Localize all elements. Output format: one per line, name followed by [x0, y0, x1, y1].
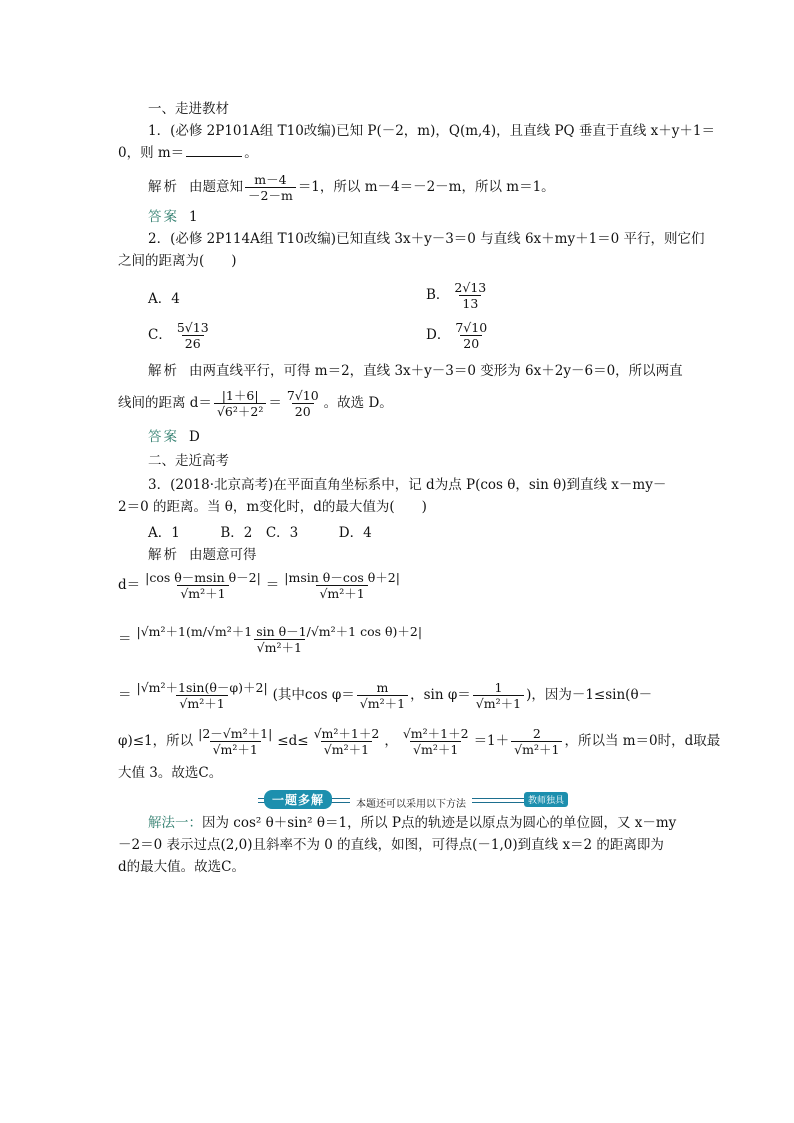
- fraction: $\frac{m-4}{-2-m}$: [245, 172, 296, 203]
- section-heading-textbook: 一、走进教材: [148, 101, 229, 117]
- q1-solution: 解析 由题意知 $\frac{m-4}{-2-m}$ ＝1，所以 m－4＝－2－m，所以 m＝1。: [148, 172, 555, 203]
- q3-line2: 2＝0 的距离。当 θ，m变化时，d的最大值为( ): [118, 499, 427, 515]
- q3-options: A．1 B．2 C．3 D．4: [148, 525, 372, 541]
- q3-equation-2: ＝ $\frac{\text{|√m²＋1(m/√m²＋1 sin θ－1/√m²＋1 cos θ)＋2|}}{\text{√m²＋1}}$: [118, 624, 423, 655]
- q3-conclusion: 大值 3。故选C。: [118, 765, 223, 781]
- q1-line2: 0，则 m＝ 。: [118, 145, 258, 161]
- solution-label: 解析: [148, 363, 179, 379]
- banner-caption: 本题还可以采用以下方法: [350, 795, 472, 810]
- q3-equation-3: ＝ $\frac{\text{|√m²＋1sin(θ－φ)＋2|}}{\text{√m²＋1}}$ (其中cos φ＝ $\frac{m}{\text{√m²＋1}}$ ，sin φ＝ $\frac{1}{\text{√m²＋1}}$ )，因为－1≤sin(θ－: [118, 680, 653, 711]
- method1-line1: 解法一：因为 cos² θ＋sin² θ＝1，所以 P点的轨迹是以原点为圆心的单位圆，又 x－my: [148, 815, 677, 831]
- answer-label: 答案: [148, 209, 179, 225]
- q3-equation-4: φ)≤1，所以 $\frac{\text{|2－√m²＋1|}}{\text{√m²＋1}}$ ≤d≤ $\frac{\text{√m²＋1＋2}}{\text{√m²＋1}}$ ， $\frac{\text{√m²＋1＋2}}{\text{√m²＋1}}$ ＝1＋ $\frac{2}{\text{√m²＋1}}$ ，所以当 m＝0时，d取最: [118, 726, 721, 757]
- q2-solution-line1: 解析 由两直线平行，可得 m＝2，直线 3x＋y－3＝0 变形为 6x＋2y－6＝0，所以两直: [148, 363, 683, 379]
- method-label: 解法一：: [148, 815, 202, 831]
- solution-label: 解析: [148, 547, 179, 563]
- teacher-badge: 教师独具: [524, 792, 568, 807]
- q3-equation-1: d＝ $\frac{\text{|cos θ－msin θ－2|}}{\text{√m²＋1}}$ ＝ $\frac{\text{|msin θ－cos θ＋2|}}{\text{√m²＋1}}$: [118, 570, 400, 601]
- method1-line3: d的最大值。故选C。: [118, 859, 245, 875]
- q2-option-c: C． $\frac{5√13}{26}$: [148, 320, 209, 351]
- q2-answer: 答案 D: [148, 429, 200, 445]
- q3-solution-label: 解析 由题意可得: [148, 547, 257, 563]
- multi-solution-banner: [258, 790, 568, 808]
- banner-tag: 一题多解: [264, 790, 332, 809]
- q1-line1: 1．(必修 2P101A组 T10改编)已知 P(－2，m)，Q(m,4)，且直线 PQ 垂直于直线 x＋y＋1＝: [148, 123, 716, 139]
- q2-option-d: D． $\frac{7√10}{20}$: [426, 320, 488, 351]
- q2-option-a: A．4: [148, 291, 180, 307]
- answer-label: 答案: [148, 429, 179, 445]
- q3-line1: 3．(2018·北京高考)在平面直角坐标系中，记 d为点 P(cos θ，sin θ)到直线 x－my－: [148, 477, 667, 493]
- q2-option-b: B． $\frac{2√13}{13}$: [426, 280, 487, 311]
- method1-line2: －2＝0 表示过点(2,0)且斜率不为 0 的直线，如图，可得点(－1,0)到直线 x＝2 的距离即为: [118, 837, 664, 853]
- solution-label: 解析: [148, 179, 179, 195]
- q2-solution-line2: 线间的距离 d＝ $\frac{|1+6|}{\text{√6²＋2²}}$ ＝ $\frac{7√10}{20}$ 。故选 D。: [118, 388, 393, 419]
- answer-blank: [186, 144, 242, 157]
- section-heading-exam: 二、走近高考: [148, 453, 229, 469]
- q2-line2: 之间的距离为( ): [118, 253, 237, 269]
- q1-answer: 答案 1: [148, 209, 198, 225]
- q2-line1: 2．(必修 2P114A组 T10改编)已知直线 3x＋y－3＝0 与直线 6x＋my＋1＝0 平行，则它们: [148, 231, 705, 247]
